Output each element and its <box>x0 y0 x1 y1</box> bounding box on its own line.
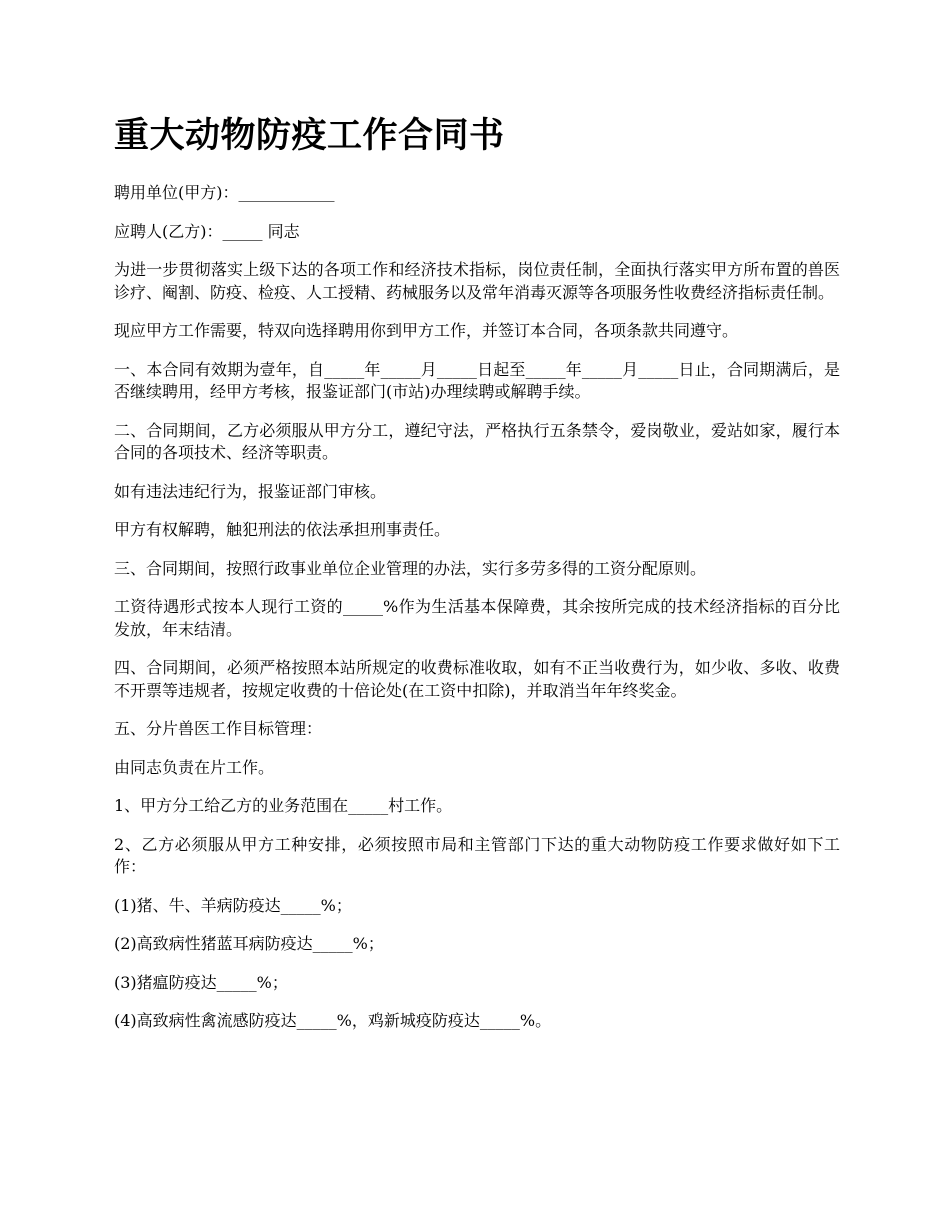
target-swine-fever: (3)猪瘟防疫达_____%； <box>114 972 288 992</box>
employer-line: 聘用单位(甲方)：____________ <box>114 183 335 202</box>
employee-line: 应聘人(乙方)：_____ 同志 <box>114 221 300 241</box>
clause-5-heading: 五、分片兽医工作目标管理： <box>114 719 323 738</box>
clause-4: 四、合同期间，必须严格按照本站所规定的收费标准收取，如有不正当收费行为，如少收、多收、收费不开票等违规者，按规定收费的十倍论处(在工资中扣除)，并取消当年年终奖金。 <box>114 658 840 700</box>
item-1: 1、甲方分工给乙方的业务范围在_____村工作。 <box>114 796 453 815</box>
document-page <box>114 112 840 1049</box>
violation-paragraph: 如有违法违纪行为，报鉴证部门审核。 <box>114 481 387 501</box>
item-2: 2、乙方必须服从甲方工种安排，必须按照市局和主管部门下达的重大动物防疫工作要求做好如下工作： <box>114 834 840 876</box>
area-responsibility: 由同志负责在片工作。 <box>114 757 275 777</box>
target-pig-cattle-sheep: (1)猪、牛、羊病防疫达_____%； <box>114 895 352 915</box>
document-title: 重大动物防疫工作合同书 <box>114 116 505 156</box>
intro-paragraph: 为进一步贯彻落实上级下达的各项工作和经济技术指标，岗位责任制，全面执行落实甲方所布置的兽医诊疗、阉割、防疫、检疫、人工授精、药械服务以及常年消毒灭源等各项服务性收费经济指标责任制。 <box>114 260 840 302</box>
target-avian-flu: (4)高致病性禽流感防疫达_____%，鸡新城疫防疫达_____%。 <box>114 1011 552 1030</box>
clause-3: 三、合同期间，按照行政事业单位企业管理的办法，实行多劳多得的工资分配原则。 <box>114 558 707 578</box>
target-blue-ear: (2)高致病性猪蓝耳病防疫达_____%； <box>114 934 384 953</box>
selection-paragraph: 现应甲方工作需要，特双向选择聘用你到甲方工作，并签订本合同，各项条款共同遵守。 <box>114 321 739 340</box>
clause-2: 二、合同期间，乙方必须服从甲方分工，遵纪守法，严格执行五条禁令，爱岗敬业，爱站如家，履行本合同的各项技术、经济等职责。 <box>114 420 840 462</box>
salary-paragraph: 工资待遇形式按本人现行工资的_____%作为生活基本保障费，其余按所完成的技术经济指标的百分比发放，年末结清。 <box>114 597 840 639</box>
clause-1: 一、本合同有效期为壹年，自_____年_____月_____日起至_____年_____月_____日止，合同期满后，是否继续聘用，经甲方考核，报鉴证部门(市站)办理续聘或解聘手续。 <box>114 359 840 401</box>
dismissal-paragraph: 甲方有权解聘，触犯刑法的依法承担刑事责任。 <box>114 520 451 539</box>
